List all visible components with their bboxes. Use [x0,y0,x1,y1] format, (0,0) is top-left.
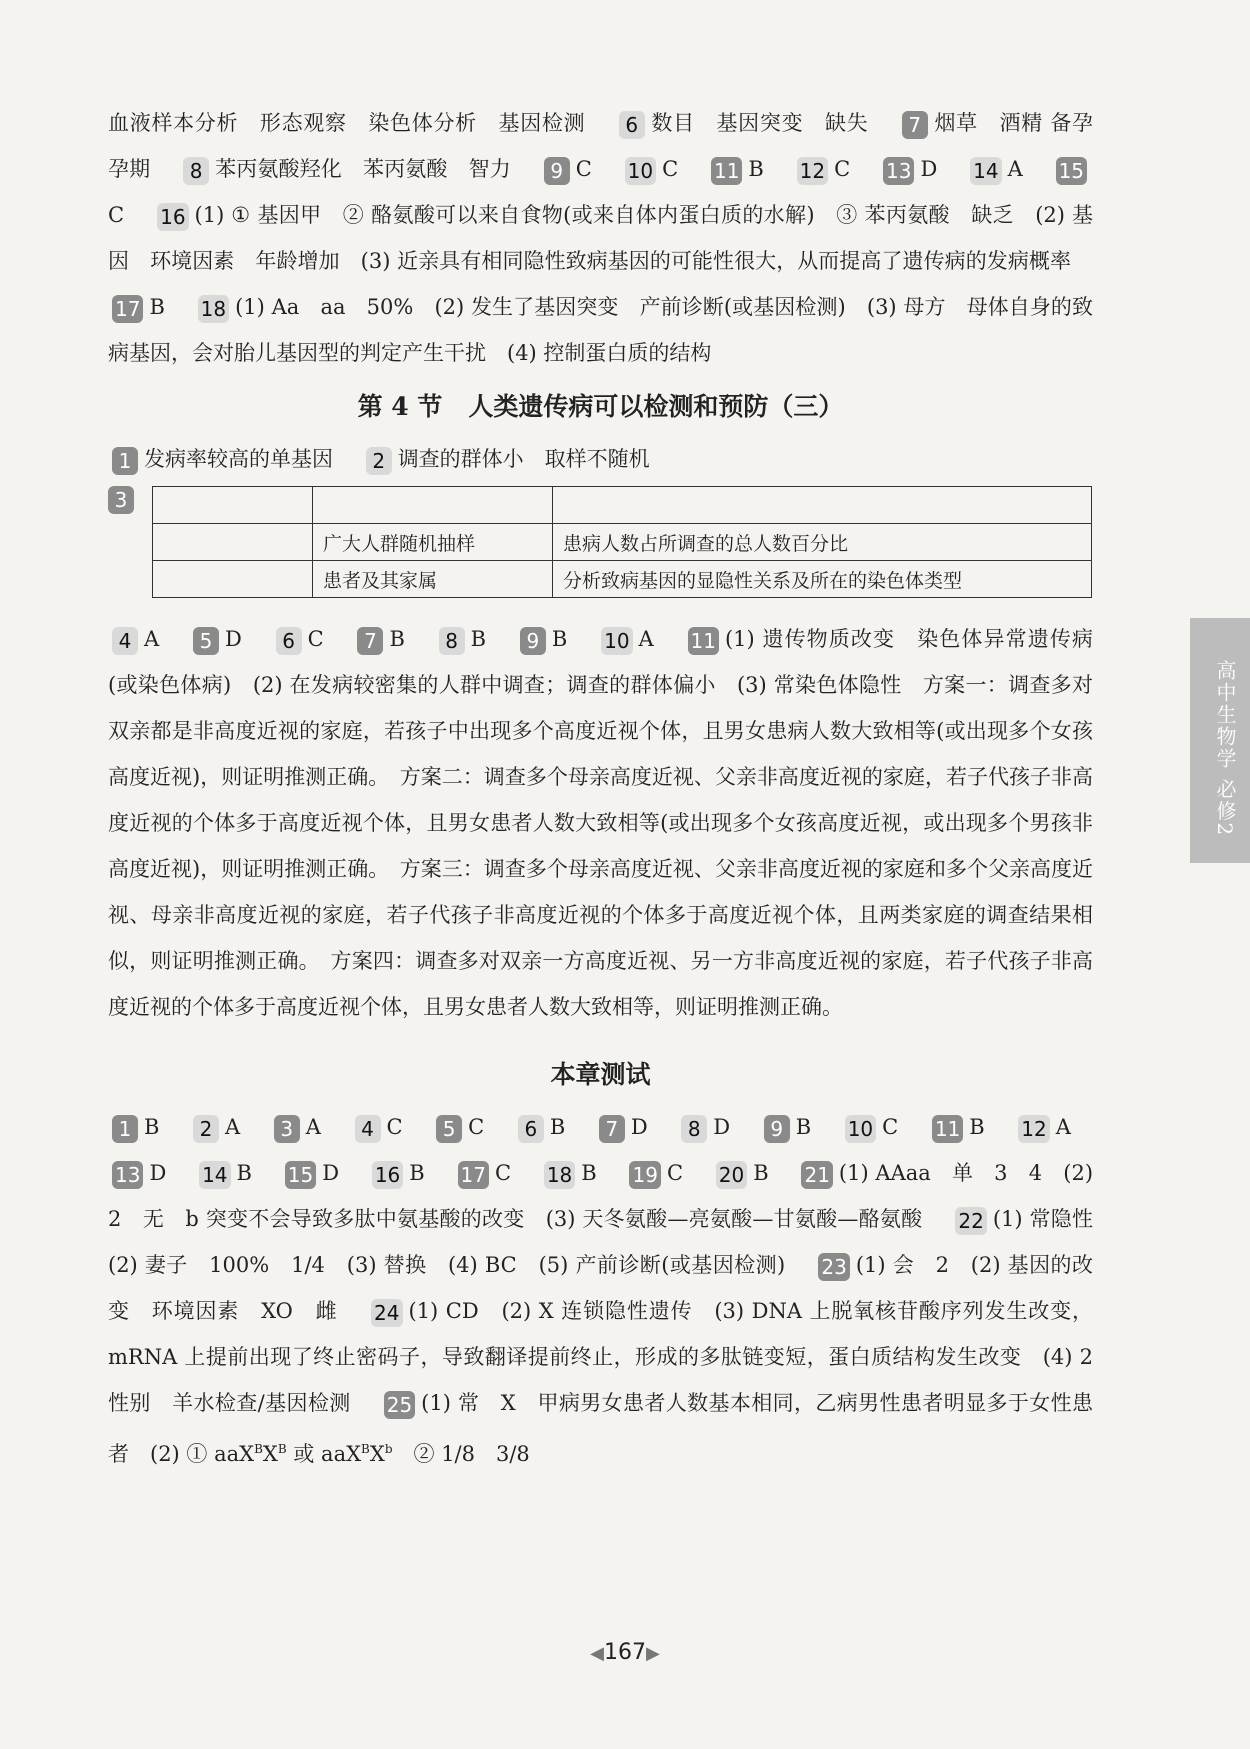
answer-text: (1) AAaa 单 3 4 (2) 2 无 b 突变不会导致多肽中氨基酸的改变 (3) 天冬氨酸—亮氨酸—甘氨酸—酪氨酸 [108,1161,1094,1231]
section-number: 第 4 节 [357,392,443,421]
answer-text: (1) 常 X 甲病男女患者人数基本相同，乙病男性患者明显多于女性患者 (2) ① aaX [108,1391,1093,1466]
chapter-test-title: 本章测试 [550,1060,651,1089]
question-number: 3 [274,1115,300,1143]
side-tab-label: 高中生物学 必修2 [1213,660,1237,838]
question-number: 17 [112,295,143,323]
answer-text: A [225,1115,241,1139]
table-row [153,487,1092,524]
question-number: 6 [619,111,645,139]
table-cell [153,487,313,524]
question-number: 10 [625,157,656,185]
question-number: 5 [193,627,219,655]
answer-text: 调查的群体小 取样不随机 [397,447,650,471]
answer-text: C [468,1115,485,1139]
table-cell: 广大人群随机抽样 [313,524,553,561]
table-cell [313,487,553,524]
answer-text: (1) ① 基因甲 ② 酪氨酸可以来自食物(或来自体内蛋白质的水解) ③ 苯丙氨酸 缺乏 (2) 基因 环境因素 年龄增加 (3) 近亲具有相同隐性致病基因的可能性很大，从而提高了遗传病的发病概率 [108,203,1093,273]
question-number: 11 [711,157,742,185]
question-number: 12 [1018,1115,1049,1143]
section4-q1-q2 [108,436,1093,482]
superscript: B [361,1442,370,1456]
answer-text: D [630,1115,648,1139]
answer-text: D [713,1115,731,1139]
question-number: 24 [371,1299,402,1327]
question-number: 21 [801,1161,832,1189]
question-number: 8 [681,1115,707,1143]
answer-text: B [748,157,764,181]
answer-text: 烟草 酒精 [933,111,1043,135]
answer-text: A [144,627,160,651]
question-number: 11 [688,627,719,655]
question-number: 11 [932,1115,963,1143]
question-number: 10 [845,1115,876,1143]
question-number: 3 [108,486,134,514]
answer-text: B [389,627,405,651]
answer-text: 数目 基因突变 缺失 [650,111,869,135]
page-number-text: 167 [604,1640,646,1665]
answer-text: B [470,627,487,651]
answer-text: C [575,157,592,181]
answer-text: 血液样本分析 形态观察 染色体分析 基因检测 [108,111,586,135]
answer-text: B [551,627,568,651]
top-answers [108,100,1115,376]
answer-text: (1) 遗传物质改变 染色体异常遗传病(或染色体病) (2) 在发病较密集的人群中调查；调查的群体偏小 (3) 常染色体隐性 方案一：调查多对双亲都是非高度近视的家庭，若孩子中出现多个高度近视个体，且男女患病人数大致相等(或出现多个女孩高度近视)，则证明推测正确。 方案二：调查多个母亲高度近视、父亲非高度近视的家庭，若子代孩子非高度近视的个体多于高度近视个体，且男女患者人数大致相等(或出现多个女孩高度近视，或出现多个男孩非高度近视)，则证明推测正确。 方案三：调查多个母亲高度近视、父亲非高度近视的家庭和多个父亲高度近视、母亲非高度近视的家庭，若子代孩子非高度近视的个体多于高度近视个体，且两类家庭的调查结果相似，则证明推测正确。 方案四：调查多对双亲一方高度近视、另一方非高度近视的家庭，若子代孩子非高度近视的个体多于高度近视个体，且男女患者人数大致相等，则证明推测正确。 [108,627,1093,1019]
page-number [0,1640,1250,1665]
answer-text: A [305,1115,321,1139]
answer-text: 或 aaX [286,1442,362,1466]
question-number: 6 [518,1115,544,1143]
answer-text: D [149,1161,167,1185]
answer-text: X [262,1442,278,1466]
question-number: 20 [716,1161,747,1189]
answer-text: B [581,1161,597,1185]
answer-text: D [224,627,242,651]
answer-text: C [494,1161,512,1185]
question-number: 12 [797,157,828,185]
answer-text: 发病率较高的单基因 [144,447,333,471]
table-cell: 患病人数占所调查的总人数百分比 [553,524,1092,561]
question-number: 1 [112,447,138,475]
answer-text: C [307,627,324,651]
answer-text: 备孕 孕期 [108,111,1115,181]
chapter-test-answers [108,1104,1115,1477]
question-number: 15 [285,1161,316,1189]
question-number: 9 [520,627,546,655]
question-number: 16 [157,203,188,231]
right-arrow-icon: ▶ [646,1643,660,1664]
answer-text: C [882,1115,899,1139]
question-number: 16 [372,1161,403,1189]
answer-text: B [549,1115,566,1139]
question-number: 19 [629,1161,660,1189]
left-arrow-icon: ◀ [590,1643,604,1664]
question-number: 2 [366,447,392,475]
answer-text: (1) CD (2) X 连锁隐性遗传 (3) DNA 上脱氧核苷酸序列发生改变，mRNA 上提前出现了终止密码子，导致翻译提前终止，形成的多肽链变短，蛋白质结构发生改变 (4) 2 性别 羊水检查/基因检测 [108,1299,1114,1415]
answer-text: B [409,1161,425,1185]
answer-text: B [144,1115,160,1139]
question-number: 15 [1056,157,1087,185]
question-number: 14 [970,157,1001,185]
answer-text: B [969,1115,985,1139]
question-number: 8 [183,157,209,185]
table-cell [153,524,313,561]
question-number: 17 [458,1161,489,1189]
answer-text: 苯丙氨酸羟化 苯丙氨酸 智力 [215,157,511,181]
question-number: 13 [112,1161,143,1189]
question-number: 6 [276,627,302,655]
answer-text: A [1007,157,1023,181]
question-number: 2 [193,1115,219,1143]
answer-text: ② 1/8 3/8 [392,1442,530,1466]
question-number: 18 [198,295,229,323]
table-cell [153,561,313,598]
question-number: 7 [599,1115,625,1143]
question-number: 4 [355,1115,381,1143]
question-number: 25 [384,1391,415,1419]
question-number: 22 [955,1207,986,1235]
answer-text: A [638,627,654,651]
table-cell: 分析致病基因的显隐性关系及所在的染色体类型 [553,561,1092,598]
answer-text: D [322,1161,340,1185]
table-row [153,524,1092,561]
question-number: 9 [764,1115,790,1143]
answer-text: C [834,157,851,181]
question-number: 5 [436,1115,462,1143]
section4-q4-q11 [108,616,1093,1030]
answer-text: C [386,1115,403,1139]
answer-text: C [666,1161,684,1185]
answer-text: D [920,157,938,181]
question-number: 14 [199,1161,230,1189]
superscript: B [254,1442,263,1456]
section-name: 人类遗传病可以检测和预防（三） [468,392,844,421]
question-number: 4 [112,627,138,655]
answer-text: B [795,1115,812,1139]
superscript: B [277,1442,287,1456]
answer-text: C [662,157,679,181]
answer-text: B [149,295,165,319]
answer-text: A [1055,1115,1071,1139]
content [108,100,1115,1477]
answer-text: C [108,203,125,227]
answer-text: B [236,1161,252,1185]
question-number: 23 [818,1253,849,1281]
question-number: 10 [601,627,632,655]
table-cell [553,487,1092,524]
question-number: 1 [112,1115,138,1143]
question-number: 8 [439,627,465,655]
question-number: 7 [357,627,383,655]
answer-text: (1) 常隐性 (2) 妻子 100% 1/4 (3) 替换 (4) BC (5) 产前诊断(或基因检测) [108,1207,1115,1277]
table-cell: 患者及其家属 [313,561,553,598]
answer-text: (1) Aa aa 50% (2) 发生了基因突变 产前诊断(或基因检测) (3) 母方 母体自身的致病基因，会对胎儿基因型的判定产生干扰 (4) 控制蛋白质的结构 [108,295,1093,365]
question-number: 18 [544,1161,575,1189]
question-number: 7 [902,111,928,139]
answer-text: B [753,1161,769,1185]
answer-table [152,486,1092,598]
question-number: 9 [544,157,570,185]
answer-text: X [369,1442,385,1466]
section-title [108,382,1093,432]
answer-text: (1) 会 2 (2) 基因的改变 环境因素 XO 雌 [108,1253,1093,1323]
section4-q3 [108,486,1093,598]
table-row [153,561,1092,598]
question-number: 13 [883,157,914,185]
superscript: b [384,1442,393,1456]
